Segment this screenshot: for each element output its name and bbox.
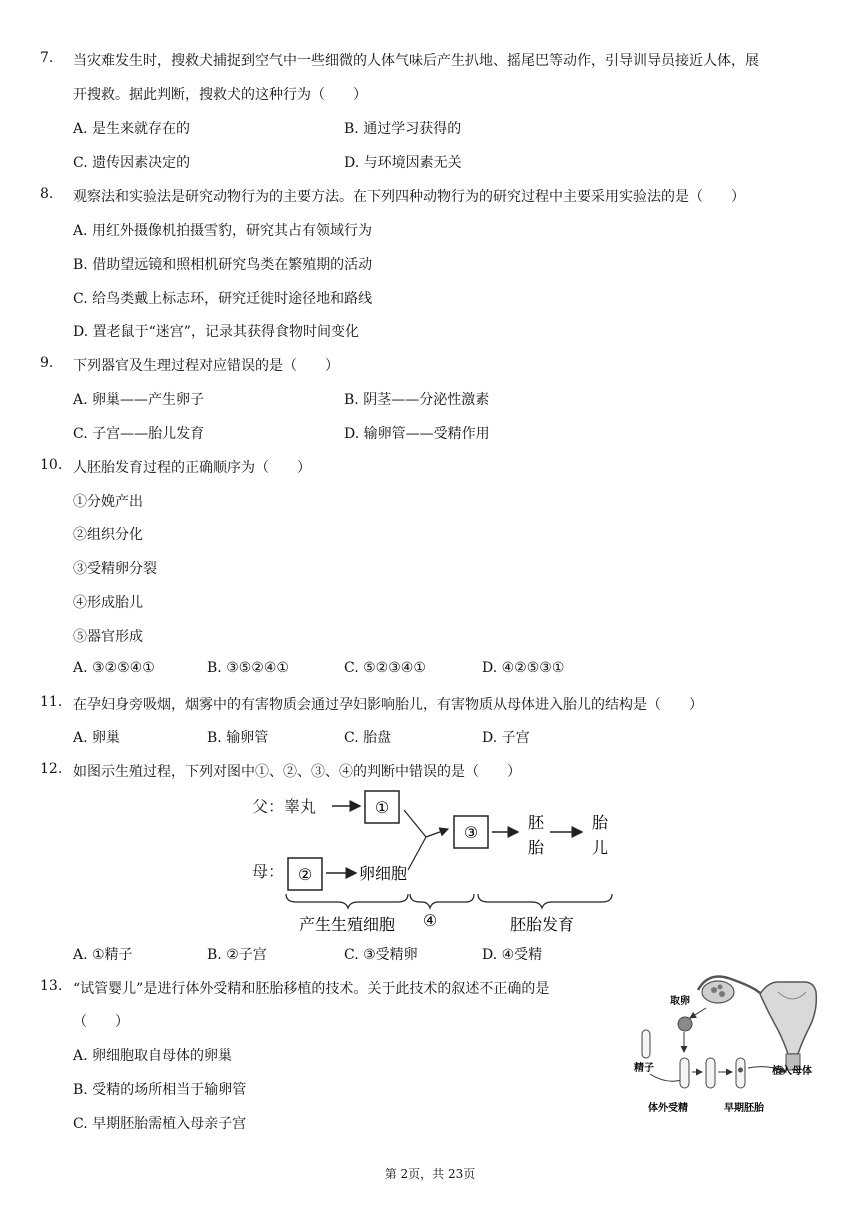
box-1-label: ①: [374, 798, 390, 817]
q10-option-d: D. ④②⑤③①: [482, 660, 565, 676]
q11-stem: 在孕妇身旁吸烟，烟雾中的有害物质会通过孕妇影响胎儿，有害物质从母体进入胎儿的结构是（ ）: [73, 697, 703, 713]
q11-option-a: A. 卵巢: [73, 730, 121, 746]
q9-option-a: A. 卵巢——产生卵子: [73, 392, 205, 408]
brace-4: [410, 894, 474, 908]
q13-option-c: C. 早期胚胎需植入母亲子宫: [73, 1116, 247, 1132]
q10-number: 10.: [40, 457, 63, 473]
q9-number: 9.: [40, 355, 54, 371]
uterus-icon: [760, 982, 816, 1054]
ivf-tube-icon: [680, 1058, 689, 1088]
q7-option-a: A. 是生来就存在的: [73, 121, 191, 137]
q13-option-a: A. 卵细胞取自母体的卵巢: [73, 1048, 233, 1064]
q8-option-c: C. 给鸟类戴上标志环，研究迁徙时途径地和路线: [73, 291, 373, 307]
q13-stem-line1: “试管婴儿”是进行体外受精和胚胎移植的技术。关于此技术的叙述不正确的是: [73, 981, 550, 997]
q8-stem: 观察法和实验法是研究动物行为的主要方法。在下列四种动物行为的研究过程中主要采用实验法的是（ ）: [73, 189, 745, 205]
q7-option-d: D. 与环境因素无关: [344, 155, 462, 171]
mother-label: 母：: [252, 862, 285, 881]
fetus-label-2: 儿: [592, 838, 609, 857]
q7-number: 7.: [40, 50, 54, 66]
ivf-process-figure: [628, 968, 824, 1118]
q10-step-4: ④形成胎儿: [73, 595, 143, 611]
brace-development-label: 胚胎发育: [509, 915, 575, 934]
page-footer: 第 2页，共 23页: [384, 1167, 476, 1181]
q12-option-b: B. ②子宫: [207, 947, 267, 963]
egg-label: 卵细胞: [359, 864, 408, 883]
q11-number: 11.: [40, 694, 63, 710]
ovary-icon: [702, 981, 734, 1003]
merge-line-top: [404, 810, 426, 837]
ivf-label: 体外受精: [648, 1103, 688, 1114]
q8-option-a: A. 用红外摄像机拍摄雪豹，研究其占有领域行为: [73, 223, 373, 239]
q12-number: 12.: [40, 761, 63, 777]
q13-stem-line2: （ ）: [73, 1014, 129, 1030]
q10-option-a: A. ③②⑤④①: [73, 660, 155, 676]
q9-stem: 下列器官及生理过程对应错误的是（ ）: [73, 358, 339, 374]
q11-option-b: B. 输卵管: [207, 730, 269, 746]
sperm-tube-icon: [642, 1030, 650, 1058]
q9-option-d: D. 输卵管——受精作用: [344, 426, 490, 442]
q11-option-c: C. 胎盘: [344, 730, 392, 746]
q12-option-a: A. ①精子: [73, 947, 133, 963]
box-3-label: ③: [463, 823, 479, 842]
embryo-label-1: 胚: [528, 813, 545, 832]
q10-step-5: ⑤器官形成: [73, 629, 143, 645]
brace-gametes-label: 产生生殖细胞: [298, 915, 396, 934]
q8-number: 8.: [40, 186, 54, 202]
q8-option-d: D. 置老鼠于“迷宫”，记录其获得食物时间变化: [73, 324, 359, 340]
egg-cluster-icon: [678, 1017, 692, 1031]
q13-option-b: B. 受精的场所相当于输卵管: [73, 1082, 247, 1098]
brace-development: [478, 894, 612, 908]
q7-stem-line2: 开搜救。据此判断，搜救犬的这种行为（ ）: [73, 87, 367, 103]
box-2-label: ②: [297, 865, 313, 884]
implant-label: 植入母体: [772, 1066, 812, 1077]
arrow-to-3: [426, 829, 448, 837]
q10-step-1: ①分娩产出: [73, 494, 143, 510]
father-label: 父：睾丸: [252, 797, 317, 816]
q10-stem: 人胚胎发育过程的正确顺序为（ ）: [73, 460, 311, 476]
q8-option-b: B. 借助望远镜和照相机研究鸟类在繁殖期的活动: [73, 257, 373, 273]
reproduction-flow-diagram: [240, 782, 620, 942]
q7-option-c: C. 遗传因素决定的: [73, 155, 191, 171]
q12-option-c: C. ③受精卵: [344, 947, 418, 963]
q7-stem-line1: 当灾难发生时，搜救犬捕捉到空气中一些细微的人体气味后产生扒地、摇尾巴等动作，引导训导员接近人体，展: [73, 53, 759, 69]
brace-gametes: [286, 894, 408, 908]
embryo-tube-icon: [736, 1058, 745, 1088]
egg-retrieval-label: 取卵: [670, 996, 690, 1007]
q11-option-d: D. 子宫: [482, 730, 530, 746]
q13-number: 13.: [40, 978, 63, 994]
q9-option-b: B. 阴茎——分泌性激素: [344, 392, 490, 408]
fetus-label-1: 胎: [592, 813, 609, 832]
q7-option-b: B. 通过学习获得的: [344, 121, 462, 137]
early-embryo-label: 早期胚胎: [724, 1103, 764, 1114]
q12-option-d: D. ④受精: [482, 947, 543, 963]
embryo-label-2: 胎: [528, 838, 545, 857]
q10-option-b: B. ③⑤②④①: [207, 660, 289, 676]
q10-option-c: C. ⑤②③④①: [344, 660, 426, 676]
brace-4-label: ④: [422, 911, 438, 930]
q10-step-2: ②组织分化: [73, 527, 143, 543]
merge-line-bottom: [408, 837, 426, 870]
q9-option-c: C. 子宫——胎儿发育: [73, 426, 205, 442]
q10-step-3: ③受精卵分裂: [73, 561, 157, 577]
sperm-label: 精子: [634, 1063, 654, 1074]
q12-stem: 如图示生殖过程，下列对图中①、②、③、④的判断中错误的是（ ）: [73, 764, 521, 780]
